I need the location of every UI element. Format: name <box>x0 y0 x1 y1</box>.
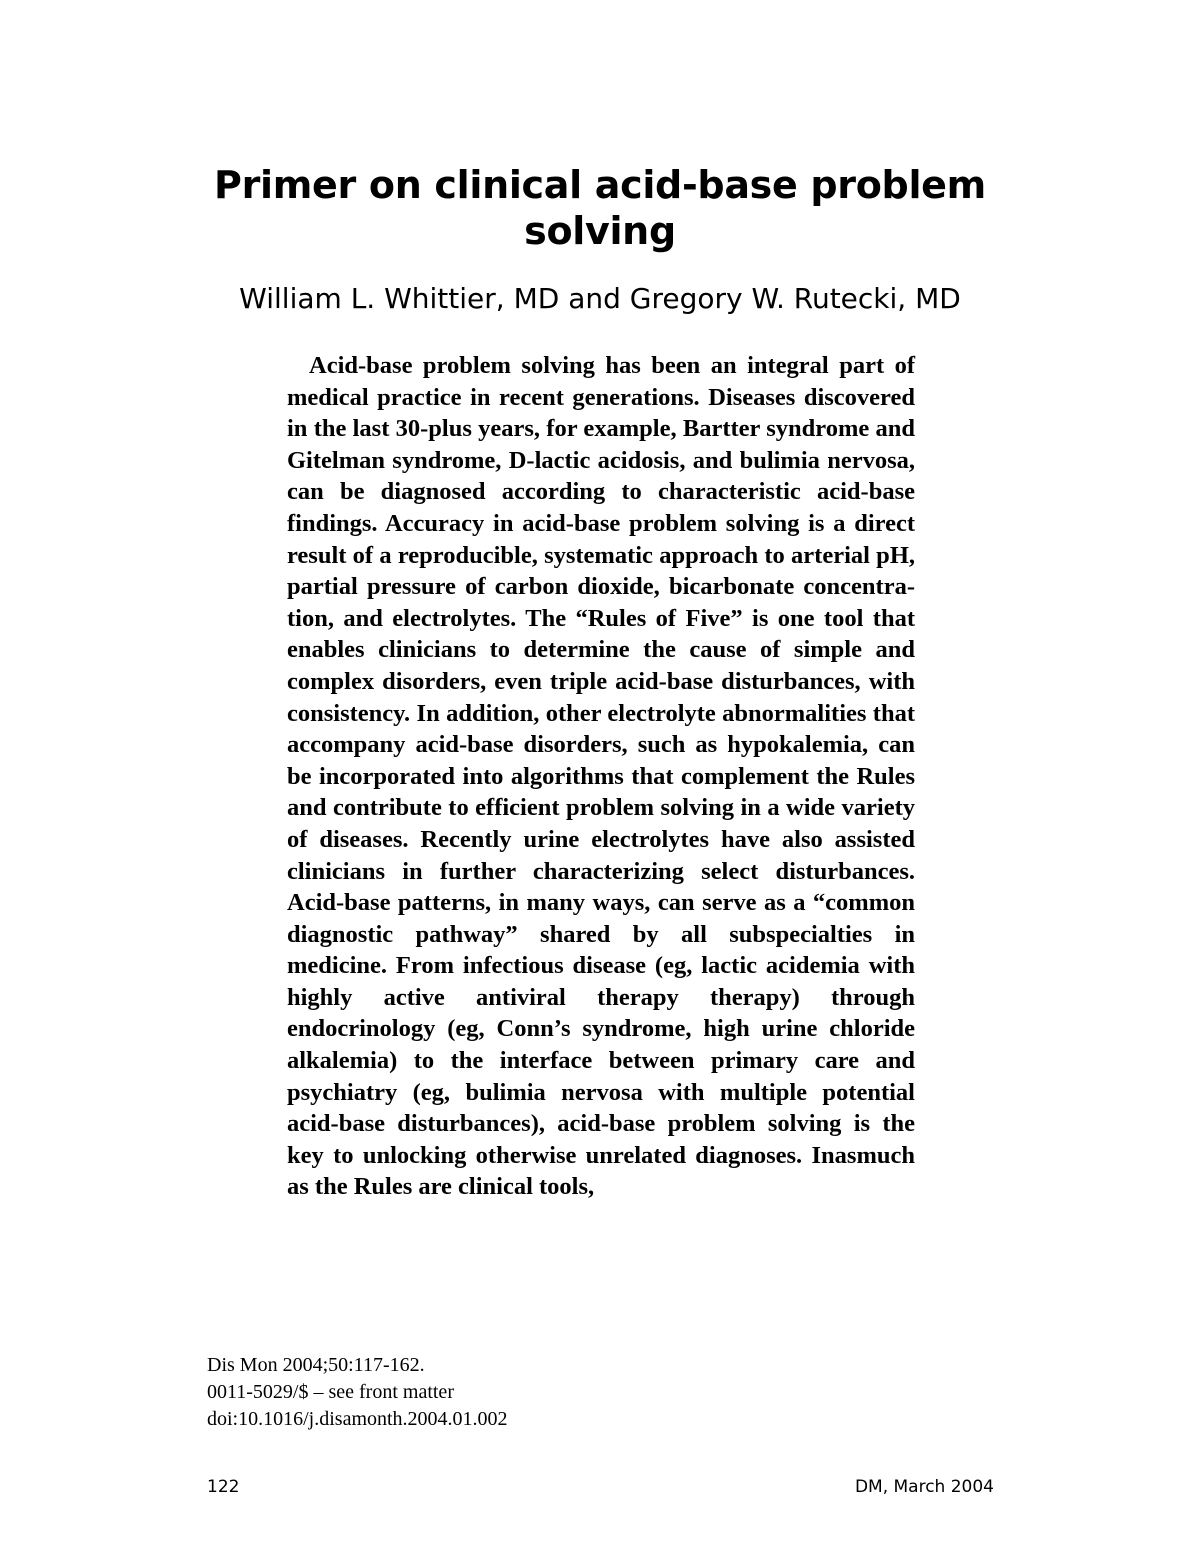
abstract-paragraph: Acid-base problem solving has been an integral part of medical practice in recent generations. Diseases discovered in the last 30-plus years, for example, Bartter syndrome and Gitelman syndrome, D-lactic acidosis, and bulimia nervosa, can be diagnosed according to characteristic acid-base findings. Accuracy in acid-base problem solving is a direct result of a reproducible, systematic approach to arterial pH, partial pressure of carbon dioxide, bicarbonate concentration, and electrolytes. The “Rules of Five” is one tool that enables clinicians to determine the cause of simple and complex disorders, even triple acid-base disturbances, with consistency. In addition, other electrolyte abnormalities that accompany acid-base disorders, such as hypokalemia, can be incorporated into algorithms that complement the Rules and contribute to efficient problem solving in a wide variety of diseases. Recently urine electrolytes have also assisted clinicians in further characterizing select disturbances. Acid-base patterns, in many ways, can serve as a “common diagnostic pathway” shared by all subspecialties in medicine. From infectious disease (eg, lactic acidemia with highly active antiviral therapy therapy) through endocrinology (eg, Conn’s syndrome, high urine chloride alkalemia) to the interface between primary care and psychiatry (eg, bulimia nervosa with multiple potential acid-base disturbances), acid-base problem solving is the key to unlocking otherwise unrelated diagnoses. Inasmuch as the Rules are clinical tools, <box>287 352 915 1201</box>
journal-citation: Dis Mon 2004;50:117-162. <box>207 1354 425 1376</box>
citation-block <box>207 1352 508 1433</box>
running-footer-issue: DM, March 2004 <box>854 1477 994 1497</box>
doi-line: doi:10.1016/j.disamonth.2004.01.002 <box>207 1408 508 1430</box>
author-line: William L. Whittier, MD and Gregory W. Rutecki, MD <box>239 282 961 315</box>
page-number: 122 <box>207 1477 240 1497</box>
article-title: Primer on clinical acid-base problem solving <box>214 163 986 253</box>
issn-line: 0011-5029/$ – see front matter <box>207 1381 454 1403</box>
